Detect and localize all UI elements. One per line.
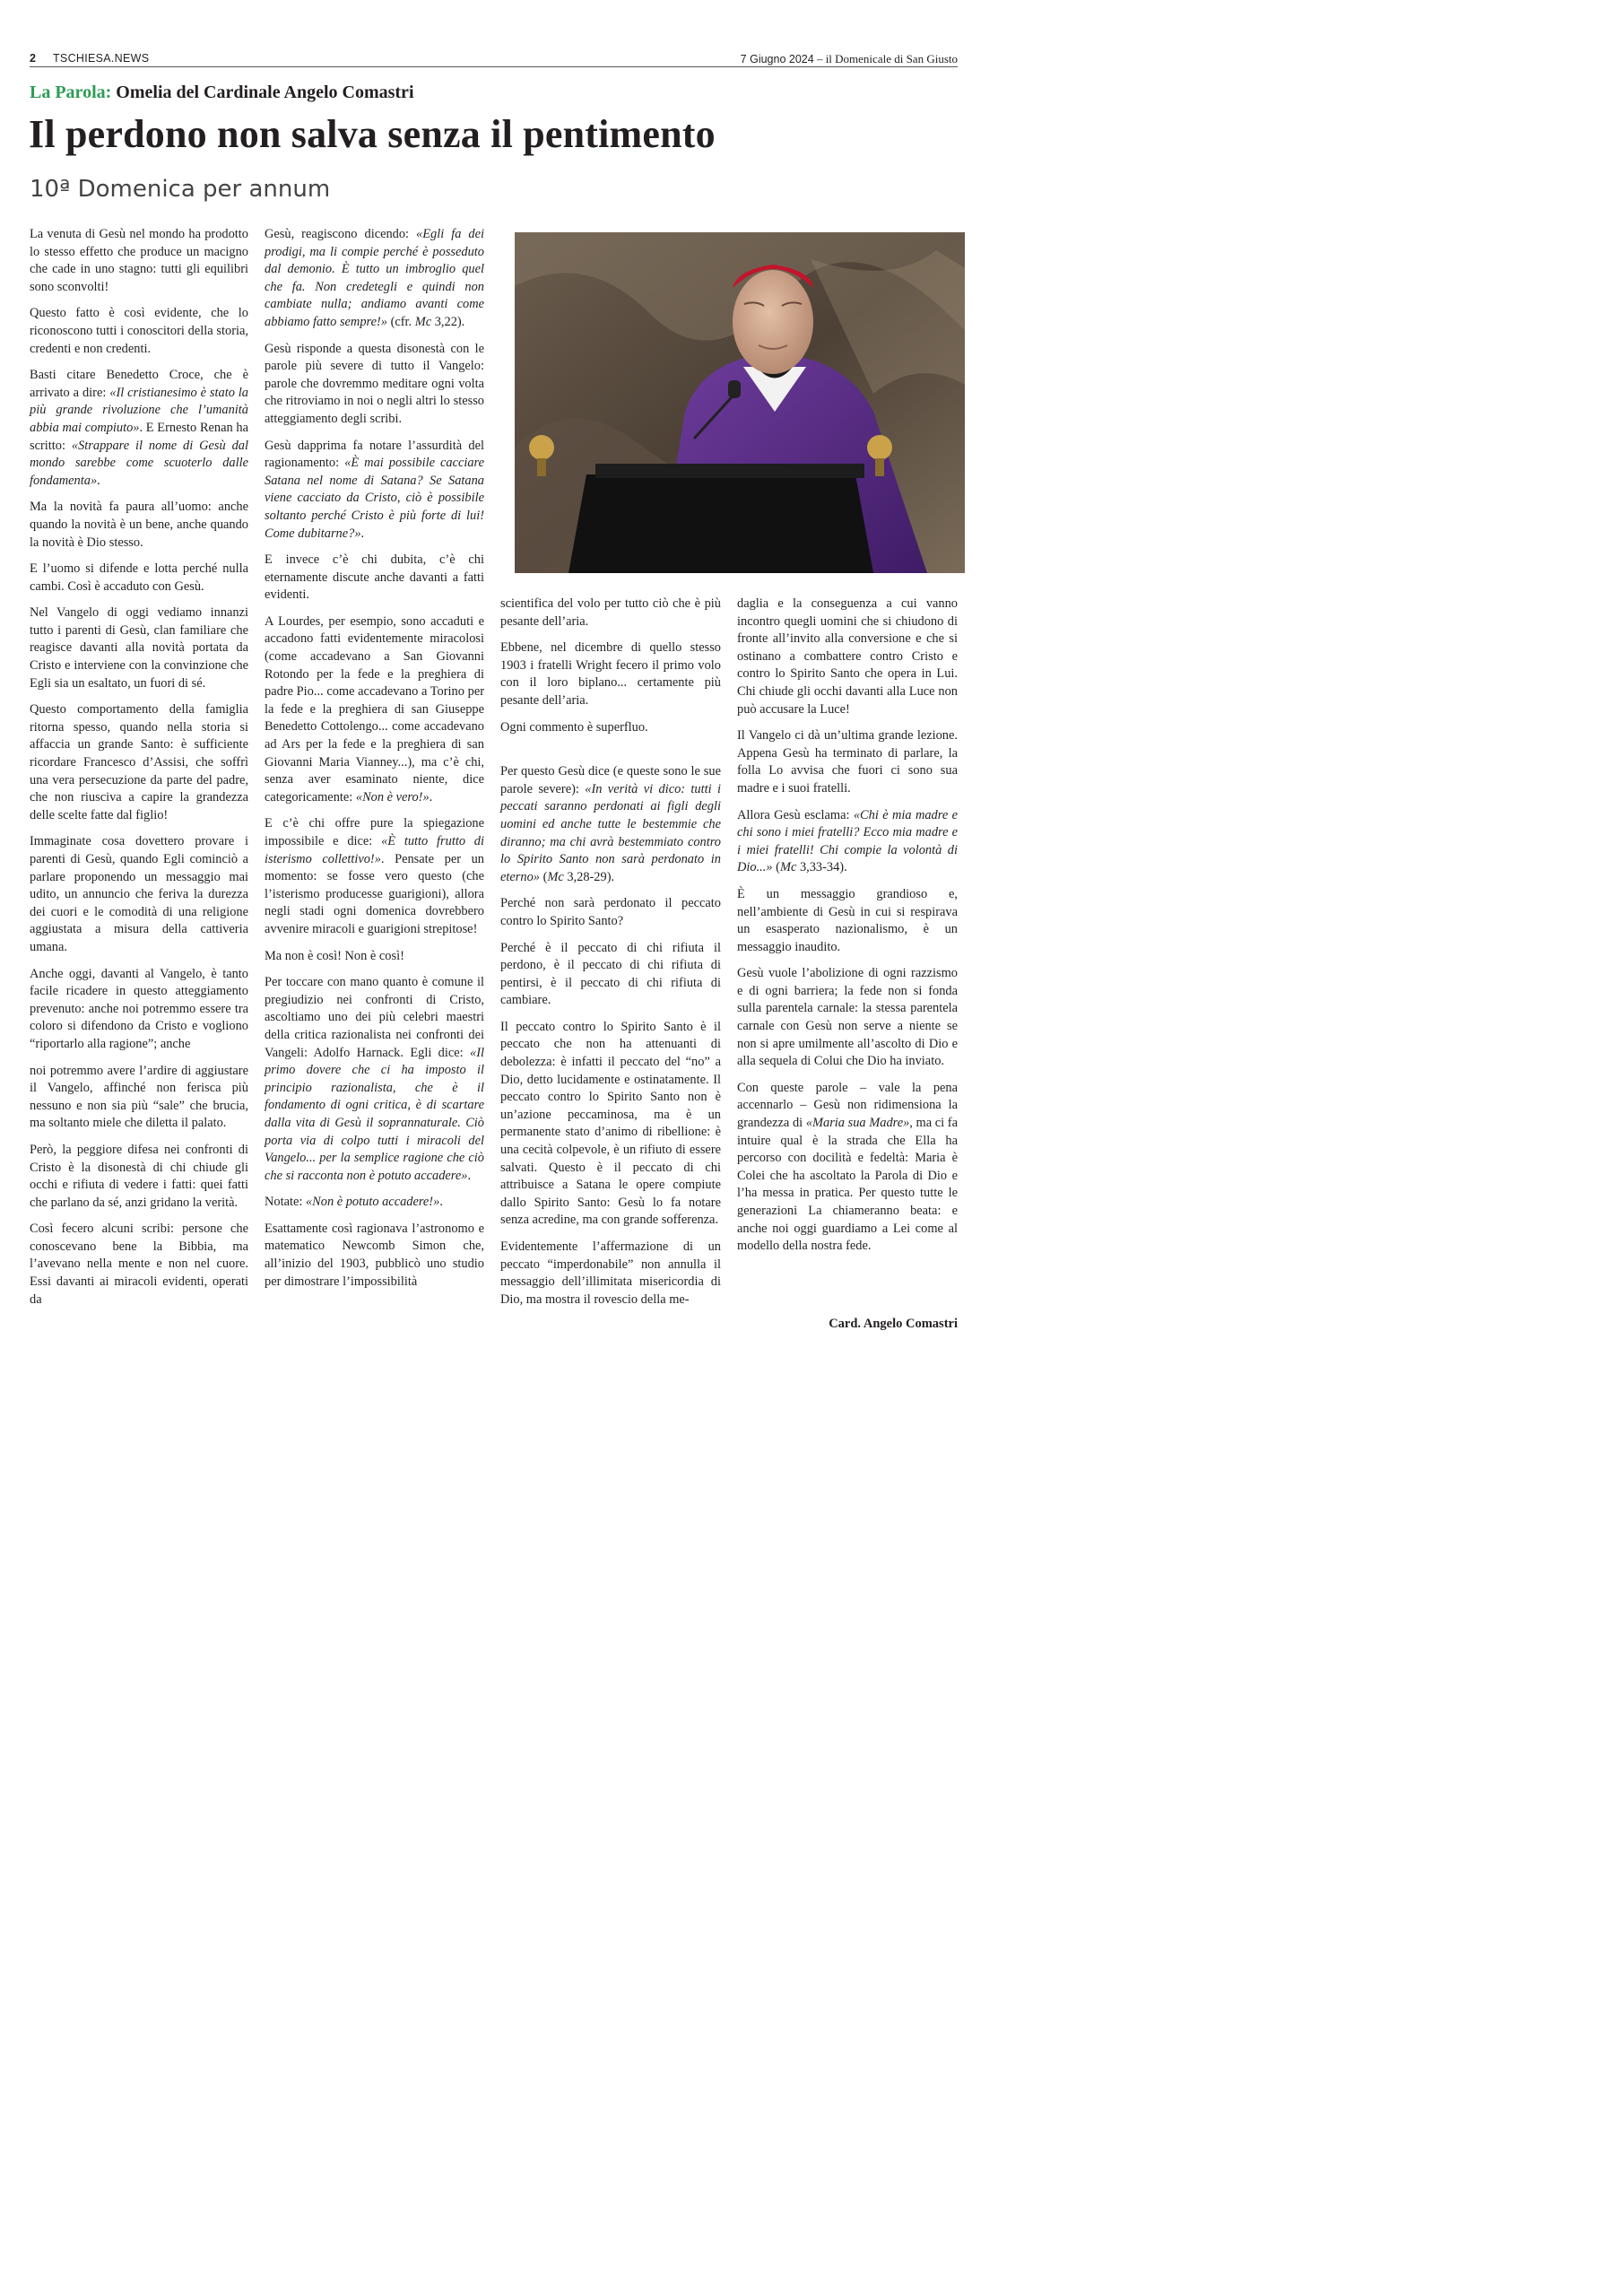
text-column-3 [500, 596, 721, 1318]
issue-info [741, 52, 958, 66]
body-paragraph: Per questo Gesù dice (e queste sono le sue parole severe): «In verità vi dico: tutti i peccati saranno perdonati ai figli degli uomini ed anche tutte le bestemmie che diranno; ma chi avrà bestemmiato contro lo Spirito Santo non sarà perdonato in eterno» (Mc 3,28-29). [500, 764, 721, 884]
quote-text: «È tutto frutto di isterismo collettivo!» [265, 834, 484, 866]
author-signature: Card. Angelo Comastri [829, 1317, 958, 1331]
body-paragraph: Gesù vuole l’abolizione di ogni razzismo e di ogni barriera; la fede non si fonda sulla parentela carnale: la stessa parentela carnale con Gesù non serve a niente se non si apre umilmente all’ascolto di Dio e alla sequela di Colui che Dio ha inviato. [737, 966, 958, 1069]
body-paragraph: Così fecero alcuni scribi: persone che conoscevano bene la Bibbia, ma l’avevano nella mente e non nel cuore. Essi davanti ai miracoli evidenti, operati da [30, 1222, 248, 1307]
quote-text: Mc [547, 869, 564, 884]
body-paragraph: Ma non è così! Non è così! [265, 948, 404, 963]
body-paragraph: Perché è il peccato di chi rifiuta il perdono, è il peccato di chi rifiuta di pentirsi, è il peccato di chi rifiuta di cambiare. [500, 940, 721, 1008]
publication-name: il Domenicale di San Giusto [825, 52, 958, 65]
body-paragraph: Per toccare con mano quanto è comune il pregiudizio nei confronti di Cristo, ascoltiamo uno dei più celebri maestri della critica razionalista nei confronti dei Vangeli: Adolfo Harnack. Egli dice: «Il primo dovere che ci ha imposto il principio razionalista, che è il fondamento di ogni critica, è di scartare dalla vita di Gesù il soprannaturale. Ciò porta via di colpo tutti i miracoli del Vangelo... per la semplice ragione che ciò che si racconta non è potuto accadere». [265, 975, 484, 1183]
body-paragraph: Immaginate cosa dovettero provare i parenti di Gesù, quando Egli cominciò a parlare proponendo un messaggio mai udito, un annuncio che feriva la durezza dei cuori e le comodità di una religione aggiustata a misura della cattiveria umana. [30, 834, 248, 954]
body-paragraph: Questo fatto è così evidente, che lo riconoscono tutti i conoscitori della storia, credenti e non credenti. [30, 306, 248, 356]
quote-text: «Egli fa dei prodigi, ma li compie perché è posseduto dal demonio. È tutto un imbroglio quel che fa. Non credetegli e quindi non cambiate nulla; andiamo avanti come abbiamo fatto sempre!» [265, 227, 484, 329]
text-column-2 [265, 226, 484, 1300]
article-subtitle: 10ª Domenica per annum [30, 176, 331, 203]
section-name: La Parola: [30, 83, 112, 102]
site-name: TSCHIESA.NEWS [53, 52, 150, 65]
body-paragraph: Basti citare Benedetto Croce, che è arrivato a dire: «Il cristianesimo è stato la più grande rivoluzione che l’umanità abbia mai compiuto». E Ernesto Renan ha scritto: «Strappare il nome di Gesù dal mondo sarebbe come scuoterlo dalle fondamenta». [30, 368, 248, 488]
body-paragraph: La venuta di Gesù nel mondo ha prodotto lo stesso effetto che produce un macigno che cade in uno stagno: tutti gli equilibri sono sconvolti! [30, 227, 248, 294]
article-title: Il perdono non salva senza il pentimento [29, 112, 716, 156]
quote-text: «Strappare il nome di Gesù dal mondo sarebbe come scuoterlo dalle fondamenta» [30, 438, 248, 488]
quote-text: «Maria sua Madre» [805, 1116, 910, 1131]
body-paragraph: Evidentemente l’affermazione di un peccato “imperdonabile” non annulla il messaggio dell’illimitata misericordia di Dio, ma mostra il rovescio della me- [500, 1239, 721, 1307]
body-paragraph: E invece c’è chi dubita, c’è chi eternamente discute anche davanti a fatti evidenti. [265, 552, 484, 603]
text-column-1 [30, 226, 248, 1318]
body-paragraph: Perché non sarà perdonato il peccato contro lo Spirito Santo? [500, 896, 721, 928]
body-paragraph: È un messaggio grandioso e, nell’ambiente di Gesù in cui si respirava un esasperato nazionalismo, è un messaggio inaudito. [737, 886, 958, 954]
quote-text: Mc [414, 314, 432, 329]
quote-text: «Non è vero!» [355, 789, 430, 804]
cardinal-photo [515, 232, 965, 573]
body-paragraph: Esattamente così ragionava l’astronomo e matematico Newcomb Simon che, all’inizio del 1903, pubblicò uno studio per dimostrare l’impossibilità [265, 1221, 484, 1289]
text-column-4 [737, 596, 958, 1265]
body-paragraph: daglia e la conseguenza a cui vanno incontro quegli uomini che si chiudono di fronte all’invito alla conversione e che si ostinano a combattere contro Cristo e contro lo Spirito Santo che opera in Lui. Chi chiude gli occhi davanti alla Luce non può accusare la Luce! [737, 596, 958, 717]
quote-text: «In verità vi dico: tutti i peccati saranno perdonati ai figli degli uomini ed anche tutte le bestemmie che diranno; ma chi avrà bestemmiato contro lo Spirito Santo non sarà perdonato in eterno» [500, 781, 721, 884]
body-paragraph: Gesù, reagiscono dicendo: «Egli fa dei prodigi, ma li compie perché è posseduto dal demonio. È tutto un imbroglio quel che fa. Non credetegli e quindi non cambiate nulla; andiamo avanti come abbiamo fatto sempre!» (cfr. Mc 3,22). [265, 227, 484, 329]
body-paragraph: Però, la peggiore difesa nei confronti di Cristo è la disonestà di chi chiude gli occhi e rifiuta di vedere i fatti: quei fatti che parlano da sé, anzi gridano la verità. [30, 1142, 248, 1210]
quote-text: «Il primo dovere che ci ha imposto il principio razionalista, che è il fondamento di ogni critica, è di scartare dalla vita di Gesù il soprannaturale. Ciò porta via di colpo tutti i miracoli del Vangelo... per la semplice ragione che ciò che si racconta non è potuto accadere» [265, 1045, 484, 1183]
section-kicker [30, 83, 414, 103]
body-paragraph: Nel Vangelo di oggi vediamo innanzi tutto i parenti di Gesù, clan familiare che reagisce davanti alla novità portata da Cristo e interviene con la convinzione che Egli sia un esaltato, un fuori di sé. [30, 605, 248, 691]
body-paragraph: E l’uomo si difende e lotta perché nulla cambi. Così è accaduto con Gesù. [30, 561, 248, 594]
body-paragraph: Ebbene, nel dicembre di quello stesso 1903 i fratelli Wright fecero il primo volo con il loro biplano... certamente più pesante dell’aria. [500, 640, 721, 708]
quote-text: Mc [779, 860, 797, 875]
body-paragraph: Notate: «Non è potuto accadere!». [265, 1195, 443, 1210]
body-paragraph: Anche oggi, davanti al Vangelo, è tanto facile ricadere in questo atteggiamento prevenuto: anche noi potremmo essere tra coloro si difendono da Cristo e vogliono “riportarlo alla ragione”; anche [30, 966, 248, 1051]
section-subject: Omelia del Cardinale Angelo Comastri [111, 83, 414, 102]
body-paragraph: E c’è chi offre pure la spiegazione impossibile e dice: «È tutto frutto di isterismo collettivo!». Pensate per un momento: se fosse vero questo (che l’isterismo producesse guarigioni), allora negli stadi ogni domenica dovrebbero avvenire miracoli e guarigioni strepitose! [265, 816, 484, 936]
body-paragraph: Il peccato contro lo Spirito Santo è il peccato che non ha attenuanti di debolezza: è infatti il peccato del “no” a Dio, detto lucidamente e ostinatamente. Il peccato contro lo Spirito Santo non è un’azione peccaminosa, ma è un permanente stato d’animo di ribellione: è una cecità colpevole, è un rifiuto di essere salvati. Questo è il peccato di chi attribuisce a Satana le opere compiute dallo Spirito Santo: Gesù lo fa notare senza acredine, ma con grande sofferenza. [500, 1019, 721, 1228]
body-paragraph: Gesù risponde a questa disonestà con le parole più severe di tutto il Vangelo: parole che dovremmo meditare ogni volta che ritroviamo in noi o negli altri lo stesso atteggiamento degli scribi. [265, 341, 484, 426]
quote-text: «Il cristianesimo è stato la più grande rivoluzione che l’umanità abbia mai compiuto» [30, 385, 248, 435]
body-paragraph: Allora Gesù esclama: «Chi è mia madre e chi sono i miei fratelli? Ecco mia madre e i miei fratelli! Chi compie la volontà di Dio...» (Mc 3,33-34). [737, 807, 958, 875]
body-paragraph: Questo comportamento della famiglia ritorna spesso, quando nella storia si affaccia un grande Santo: è sufficiente ricordare Francesco d’Assisi, che soffrì una vera persecuzione da parte del padre, che non riusciva a capire la grandezza delle scelte fatte dal figlio! [30, 702, 248, 822]
body-paragraph: scientifica del volo per tutto ciò che è più pesante dell’aria. [500, 596, 721, 629]
quote-text: «Chi è mia madre e chi sono i miei fratelli? Ecco mia madre e i miei fratelli! Chi compie la volontà di Dio...» [737, 807, 958, 875]
body-paragraph: Ma la novità fa paura all’uomo: anche quando la novità è un bene, anche quando la novità è Dio stesso. [30, 500, 248, 550]
page-header [30, 52, 958, 67]
body-paragraph: Il Vangelo ci dà un’ultima grande lezione. Appena Gesù ha terminato di parlare, la folla Lo avvisa che fuori ci sono sua madre e i suoi fratelli. [737, 728, 958, 796]
body-paragraph: Ogni commento è superfluo. [500, 719, 648, 735]
body-paragraph: noi potremmo avere l’ardire di aggiustare il Vangelo, affinché non ferisca più nessuno e non sia più “sale” che brucia, ma soltanto miele che diletta il palato. [30, 1063, 248, 1131]
quote-text: «Non è potuto accadere!» [305, 1195, 440, 1210]
cardinal-preaching-photo-icon [515, 232, 965, 573]
quote-text: «È mai possibile cacciare Satana nel nome di Satana? Se Satana viene cacciato da Cristo, ciò è possibile soltanto perché Cristo è più forte di lui! Come dubitarne?» [265, 456, 484, 541]
body-paragraph: A Lourdes, per esempio, sono accaduti e accadono fatti evidentemente miracolosi (come accadevano a San Giovanni Rotondo per la fede e la preghiera di padre Pio... come accadevano a Torino per la fede e la preghiera di san Giuseppe Benedetto Cottolengo... come accadevano ad Ars per la fede e la preghiera di san Giovanni Maria Vianney...), ma c’è chi, senza aver esaminato niente, dice categoricamente: «Non è vero!». [265, 613, 484, 804]
page-number: 2 [30, 52, 36, 65]
body-paragraph: Con queste parole – vale la pena accennarlo – Gesù non ridimensiona la grandezza di «Maria sua Madre», ma ci fa intuire qual è la strada che Ella ha percorso con docilità e fedeltà: Maria è Colei che ha ascoltato la Parola di Dio e l’ha messa in pratica. Per questo tutte le generazioni La chiameranno beata: e anche noi oggi guardiamo a Lei come al modello della nostra fede. [737, 1080, 958, 1254]
issue-date: 7 Giugno 2024 [740, 53, 814, 65]
issue-separator: – [813, 52, 826, 65]
body-paragraph: Gesù dapprima fa notare l’assurdità del ragionamento: «È mai possibile cacciare Satana nel nome di Satana? Se Satana viene cacciato da Cristo, ciò è possibile soltanto perché Cristo è più forte di lui! Come dubitarne?». [265, 438, 484, 541]
